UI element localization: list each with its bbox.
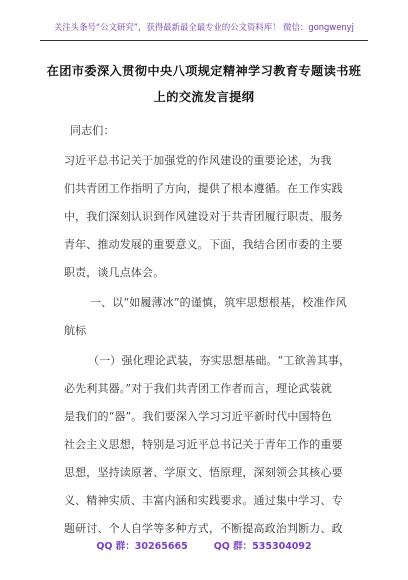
body-line: 习近平总书记关于加强党的作风建设的重要论述，为我 [64, 154, 332, 167]
body-line: 社会主义思想，特别是习近平总书记关于青年工作的重要 [64, 438, 343, 451]
body-line: 必先利其器。”对于我们共青团工作者而言，理论武装就 [64, 382, 332, 395]
body-line: 们共青团工作指明了方向，提供了根本遵循。在工作实践 [64, 182, 343, 195]
footer-qq-1: QQ 群：30265665 [96, 541, 188, 552]
section-heading-cont: 航标 [64, 324, 87, 337]
subsection-line: （一）强化理论武装，夯实思想基础。“工欲善其事， [88, 354, 351, 367]
body-line: 义、精神实质、丰富内涵和实践要求。通过集中学习、专 [64, 494, 343, 507]
body-line: 职责，谈几点体会。 [64, 266, 165, 279]
body-line: 中，我们深刻认识到作风建设对于共青团履行职责、服务 [64, 210, 343, 223]
footer-qq-2: QQ 群：535304092 [213, 541, 312, 552]
header-note: 关注头条号“公文研究”，获得最新最全最专业的公文资料库！ 微信：gongwenyj [54, 22, 354, 32]
body-line: 题研讨、个人自学等多种方式，不断提高政治判断力、政 [64, 522, 343, 535]
salutation: 同志们： [70, 124, 115, 137]
body-line: 思想，坚持读原著、学原文、悟原理，深刻领会其核心要 [64, 466, 343, 479]
document-title-line-2: 上的交流发言提纲 [153, 90, 255, 104]
header-divider [40, 40, 368, 41]
body-line: 是我们的“器”。我们要深入学习习近平新时代中国特色 [64, 410, 332, 423]
document-title-line-1: 在团市委深入贯彻中央八项规定精神学习教育专题读书班 [46, 64, 362, 78]
section-heading: 一、以“如履薄冰”的谨慎，筑牢思想根基，校准作风 [90, 296, 347, 309]
footer-contact [0, 538, 408, 552]
body-line: 青年、推动发展的重要意义。下面，我结合团市委的主要 [64, 238, 343, 251]
